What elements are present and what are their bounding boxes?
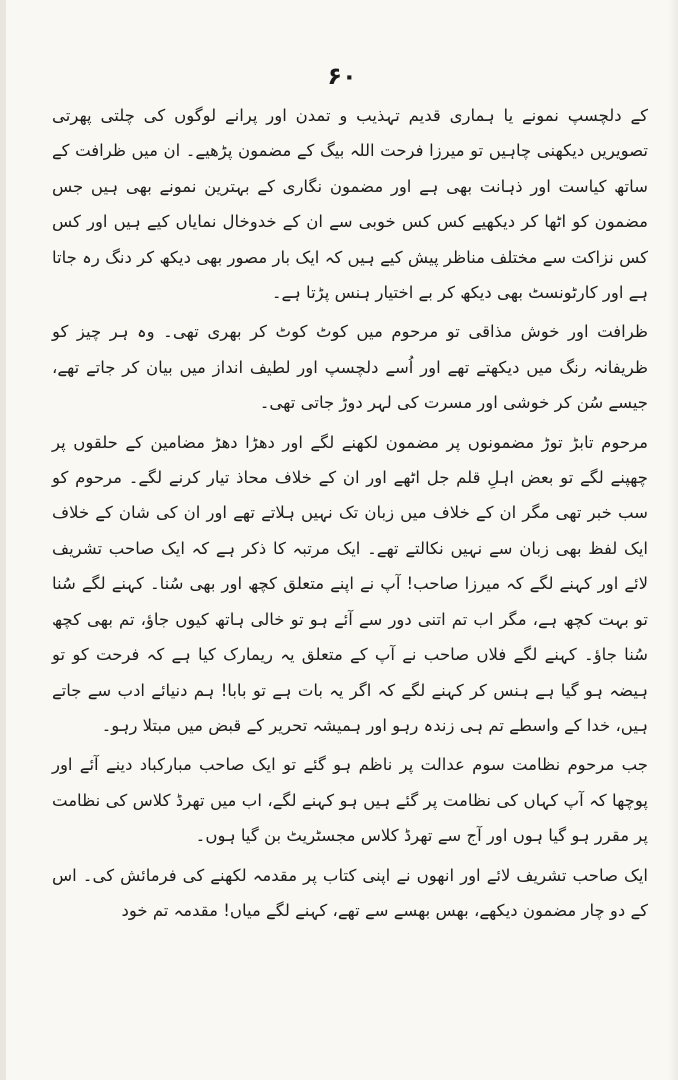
paragraph-4: جب مرحوم نظامت سوم عدالت پر ناظم ہو گئے تو ایک صاحب مبارکباد دینے آئے اور پوچھا کہ آپ کہاں کی نظامت پر گئے ہیں ہو کہنے لگے، اب میں تھرڈ کلاس کی نظامت پر مقرر ہو گیا ہوں اور آج سے تھرڈ کلاس مجسٹریٹ بن گیا ہوں۔ [52,755,648,846]
page-body [52,98,648,928]
paragraph-3: مرحوم تابڑ توڑ مضمونوں پر مضمون لکھنے لگے اور دھڑا دھڑ مضامین کے حلقوں پر چھپنے لگے تو بعض اہلِ قلم جل اٹھے اور ان کے خلاف محاذ تیار کرنے لگے۔ مرحوم کو سب خبر تھی مگر ان کے خلاف میں زبان تک نہیں ہلاتے تھے اور ان کی شان کے خلاف ایک لفظ بھی زبان سے نہیں نکالتے تھے۔ ایک مرتبہ کا ذکر ہے کہ ایک صاحب تشریف لائے اور کہنے لگے کہ میرزا صاحب! آپ نے اپنے متعلق کچھ اور بھی سُنا۔ کہنے لگے سُنا تو بہت کچھ ہے، مگر اب تم اتنی دور سے آئے ہو تو خالی ہاتھ کیوں جاؤ، تم بھی کچھ سُنا جاؤ۔ کہنے لگے فلاں صاحب نے آپ کے متعلق یہ ریمارک کیا ہے کہ فرحت کو تو ہیضہ ہو گیا ہے ہنس کر کہنے لگے کہ اگر یہ بات ہے تو بابا! ہم دنیائے ادب سے جاتے ہیں، خدا کے واسطے تم ہی زندہ رہو اور ہمیشہ تحریر کے قبض میں مبتلا رہو۔ [52,432,648,735]
paragraph-1: کے دلچسپ نمونے یا ہماری قدیم تہذیب و تمدن اور پرانے لوگوں کی چلتی پھرتی تصویریں دیکھنی چاہیں تو میرزا فرحت اللہ بیگ کے مضمون پڑھیے۔ ان میں ظرافت کے ساتھ کیاست اور ذہانت بھی ہے اور مضمون نگاری کے بہترین نمونے بھی ہیں جس مضمون کو اٹھا کر دیکھیے کس کس خوبی سے ان کے خدوخال نمایاں کیے ہیں اور کس کس نزاکت سے مختلف مناظر پیش کیے ہیں کہ ایک بار مصور بھی دیکھ کر دنگ رہ جاتا ہے اور کارٹونسٹ بھی دیکھ کر بے اختیار ہنس پڑتا ہے۔ [52,106,648,303]
paragraph-2: ظرافت اور خوش مذاقی تو مرحوم میں کوٹ کوٹ کر بھری تھی۔ وہ ہر چیز کو ظریفانہ رنگ میں دیکھتے تھے اور اُسے دلچسپ اور لطیف انداز میں بیان کر جاتے تھے، جیسے سُن کر خوشی اور مسرت کی لہر دوڑ جاتی تھی۔ [52,322,648,413]
paragraph-5: ایک صاحب تشریف لائے اور انھوں نے اپنی کتاب پر مقدمہ لکھنے کی فرمائش کی۔ اس کے دو چار مضمون دیکھے، بھس بھسے سے تھے، کہنے لگے میاں! مقدمہ تم خود [52,865,648,920]
page-edge-shadow [668,0,678,1080]
page-number: ۶۰ [327,62,357,90]
